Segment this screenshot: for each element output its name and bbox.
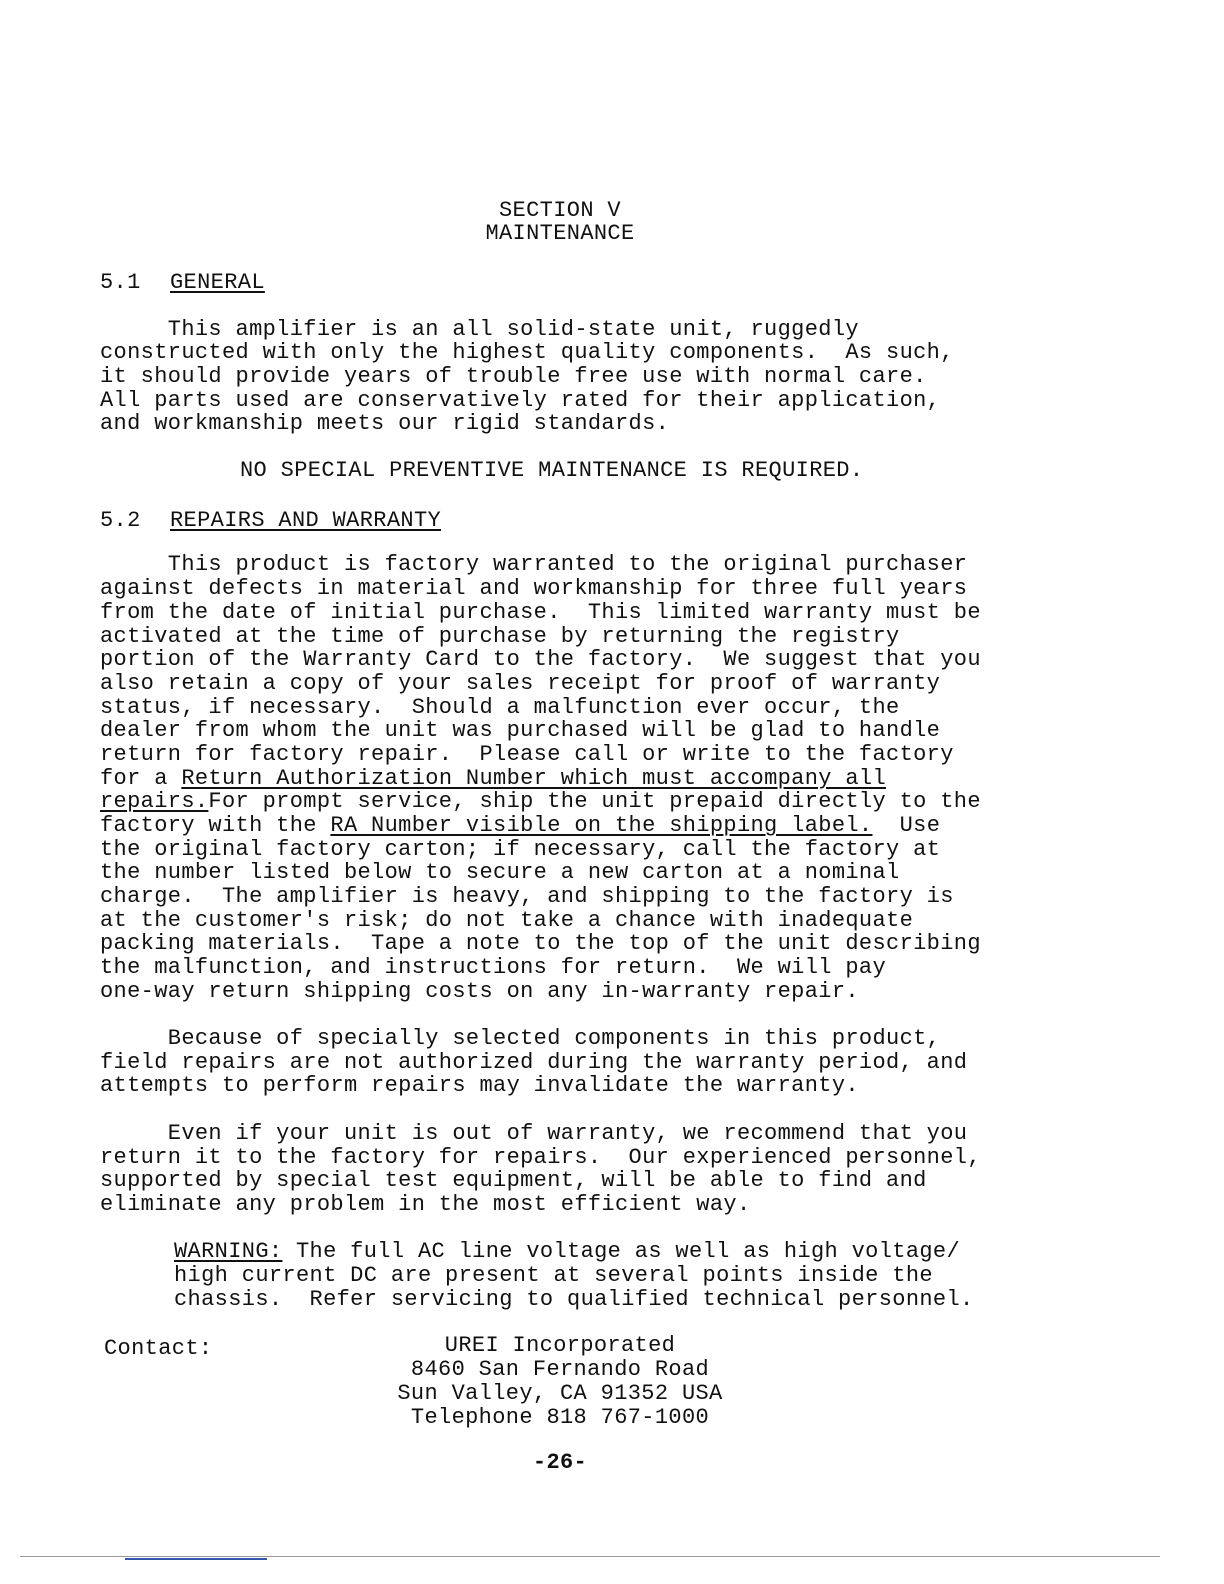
ra-suffix: For prompt service, ship the unit prepaid directly to the [208, 789, 981, 814]
text-line: the original factory carton; if necessary, call the factory at [100, 837, 941, 862]
text-line [100, 790, 981, 814]
section-5-2-number: 5.2 [100, 508, 141, 533]
warning-text: The full AC line voltage as well as high voltage/ [282, 1239, 961, 1264]
warning-label: WARNING: [174, 1239, 283, 1264]
text-line [100, 814, 940, 838]
text-line: constructed with only the highest quality components. As such, [100, 340, 954, 365]
text-line: packing materials. Tape a note to the top of the unit describing [100, 931, 981, 956]
ra-label-underlined: RA Number visible on the shipping label. [330, 813, 873, 838]
text-line: eliminate any problem in the most efficient way. [100, 1192, 751, 1217]
text-line: the number listed below to secure a new carton at a nominal [100, 860, 900, 885]
text-line: All parts used are conservatively rated for their application, [100, 388, 941, 413]
maintenance-notice: NO SPECIAL PREVENTIVE MAINTENANCE IS REQUIRED. [240, 458, 864, 483]
text-line: activated at the time of purchase by returning the registry [100, 624, 900, 649]
company-name: UREI Incorporated [444, 1333, 676, 1358]
text-line: high current DC are present at several points inside the [174, 1263, 933, 1288]
text-line [100, 767, 886, 791]
text-line: at the customer's risk; do not take a chance with inadequate [100, 908, 914, 933]
text-line: status, if necessary. Should a malfunction ever occur, the [100, 695, 900, 720]
ra-requirement-underlined: repairs. [100, 789, 209, 814]
text-line: the malfunction, and instructions for return. We will pay [100, 955, 887, 980]
text-line: and workmanship meets our rigid standards. [100, 411, 670, 436]
ra-requirement-underlined: Return Authorization Number which must accompany all [181, 766, 887, 791]
text-line: return it to the factory for repairs. Our experienced personnel, [100, 1145, 981, 1170]
text-line: supported by special test equipment, will be able to find and [100, 1168, 927, 1193]
text-line: return for factory repair. Please call or write to the factory [100, 742, 954, 767]
ra-prefix: factory with the [100, 813, 331, 838]
text-line: field repairs are not authorized during the warranty period, and [100, 1050, 968, 1075]
text-line: Even if your unit is out of warranty, we recommend that you [100, 1121, 968, 1146]
text-line: chassis. Refer servicing to qualified technical personnel. [174, 1287, 974, 1312]
text-line: dealer from whom the unit was purchased will be glad to handle [100, 718, 941, 743]
text-line: it should provide years of trouble free use with normal care. [100, 364, 927, 389]
ra-suffix: Use [872, 813, 941, 838]
section-number: SECTION V [499, 198, 621, 223]
section-5-2-heading: REPAIRS AND WARRANTY [170, 508, 442, 533]
street-address: 8460 San Fernando Road [410, 1357, 710, 1382]
text-line: against defects in material and workmanship for three full years [100, 576, 968, 601]
city-address: Sun Valley, CA 91352 USA [397, 1381, 723, 1406]
text-line: from the date of initial purchase. This limited warranty must be [100, 600, 981, 625]
page-number: -26- [532, 1450, 588, 1475]
ra-prefix: for a [100, 766, 182, 791]
text-line [174, 1240, 960, 1264]
scan-artifact-line [20, 1556, 1160, 1557]
text-line: This product is factory warranted to the original purchaser [100, 552, 968, 577]
text-line: This amplifier is an all solid-state unit, ruggedly [100, 317, 859, 342]
section-5-1-heading: GENERAL [170, 270, 265, 295]
scan-artifact-line [125, 1558, 267, 1560]
text-line: portion of the Warranty Card to the factory. We suggest that you [100, 647, 981, 672]
text-line: one-way return shipping costs on any in-warranty repair. [100, 979, 859, 1004]
text-line: charge. The amplifier is heavy, and shipping to the factory is [100, 884, 954, 909]
contact-label: Contact: [104, 1336, 213, 1361]
text-line: also retain a copy of your sales receipt for proof of warranty [100, 671, 941, 696]
section-5-1-number: 5.1 [100, 270, 141, 295]
text-line: Because of specially selected components in this product, [100, 1026, 941, 1051]
section-title: MAINTENANCE [485, 221, 635, 246]
telephone: Telephone 818 767-1000 [410, 1405, 710, 1430]
text-line: attempts to perform repairs may invalidate the warranty. [100, 1073, 859, 1098]
